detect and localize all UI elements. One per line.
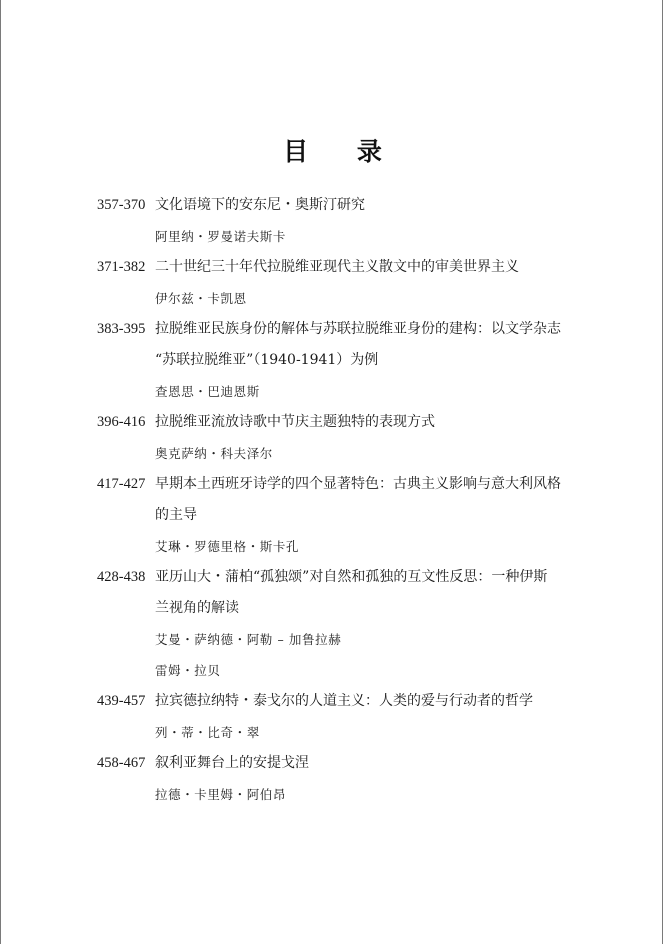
article-title: 拉宾德拉纳特・泰戈尔的人道主义：人类的爱与行动者的哲学 (155, 693, 533, 709)
toc-title-row (1, 318, 663, 349)
toc-title-row (1, 690, 663, 721)
page-range: 417-427 (97, 476, 146, 492)
author-name: 列・蒂・比奇・翠 (155, 725, 260, 740)
toc-title-row (1, 752, 663, 783)
page-range: 371-382 (97, 259, 146, 275)
article-title: 叙利亚舞台上的安提戈涅 (155, 755, 309, 771)
page-range: 458-467 (97, 755, 146, 771)
toc-author-row (1, 225, 663, 256)
toc-author-row (1, 628, 663, 659)
author-name: 艾琳・罗德里格・斯卡孔 (155, 539, 300, 554)
author-name: 雷姆・拉贝 (155, 663, 221, 678)
toc-entry (1, 566, 663, 690)
article-title: 文化语境下的安东尼・奥斯汀研究 (155, 197, 365, 213)
article-title: 早期本土西班牙诗学的四个显著特色：古典主义影响与意大利风格 (155, 476, 561, 492)
toc-author-row (1, 287, 663, 318)
toc-entry (1, 194, 663, 256)
article-title: “苏联拉脱维亚”（1940-1941）为例 (155, 352, 379, 368)
toc-author-row (1, 659, 663, 690)
toc-title-row (1, 194, 663, 225)
toc-title-row (1, 256, 663, 287)
toc-title-row (1, 566, 663, 597)
page-range: 439-457 (97, 693, 146, 709)
article-title: 兰视角的解读 (155, 600, 239, 616)
toc-entry (1, 473, 663, 566)
article-title: 拉脱维亚流放诗歌中节庆主题独特的表现方式 (155, 414, 435, 430)
toc-author-row (1, 783, 663, 814)
toc-title-row (1, 411, 663, 442)
article-title: 的主导 (155, 507, 197, 523)
author-name: 阿里纳・罗曼诺夫斯卡 (155, 229, 287, 244)
article-title: 二十世纪三十年代拉脱维亚现代主义散文中的审美世界主义 (155, 259, 519, 275)
article-title: 亚历山大・蒲柏“孤独颂”对自然和孤独的互文性反思：一种伊斯 (155, 569, 548, 585)
toc-title-row (1, 504, 663, 535)
author-name: 艾曼・萨纳德・阿勒 – 加鲁拉赫 (155, 632, 342, 647)
toc-title-row (1, 597, 663, 628)
toc-entry (1, 411, 663, 473)
author-name: 伊尔兹・卡凯恩 (155, 291, 247, 306)
toc-entry (1, 256, 663, 318)
toc-entry (1, 318, 663, 411)
page-range: 383-395 (97, 321, 146, 337)
page-range: 396-416 (97, 414, 146, 430)
author-name: 查恩思・巴迪恩斯 (155, 384, 260, 399)
toc-title-row (1, 349, 663, 380)
toc-author-row (1, 721, 663, 752)
toc-author-row (1, 380, 663, 411)
author-name: 奥克萨纳・科夫泽尔 (155, 446, 273, 461)
toc-entry (1, 752, 663, 814)
page-range: 357-370 (97, 197, 146, 213)
toc-author-row (1, 442, 663, 473)
article-title: 拉脱维亚民族身份的解体与苏联拉脱维亚身份的建构：以文学杂志 (155, 321, 561, 337)
page-range: 428-438 (97, 569, 146, 585)
toc-author-row (1, 535, 663, 566)
author-name: 拉德・卡里姆・阿伯昂 (155, 787, 287, 802)
page-title: 目 录 (283, 137, 402, 166)
toc-title-row (1, 473, 663, 504)
toc-entry (1, 690, 663, 752)
table-of-contents (1, 194, 663, 814)
